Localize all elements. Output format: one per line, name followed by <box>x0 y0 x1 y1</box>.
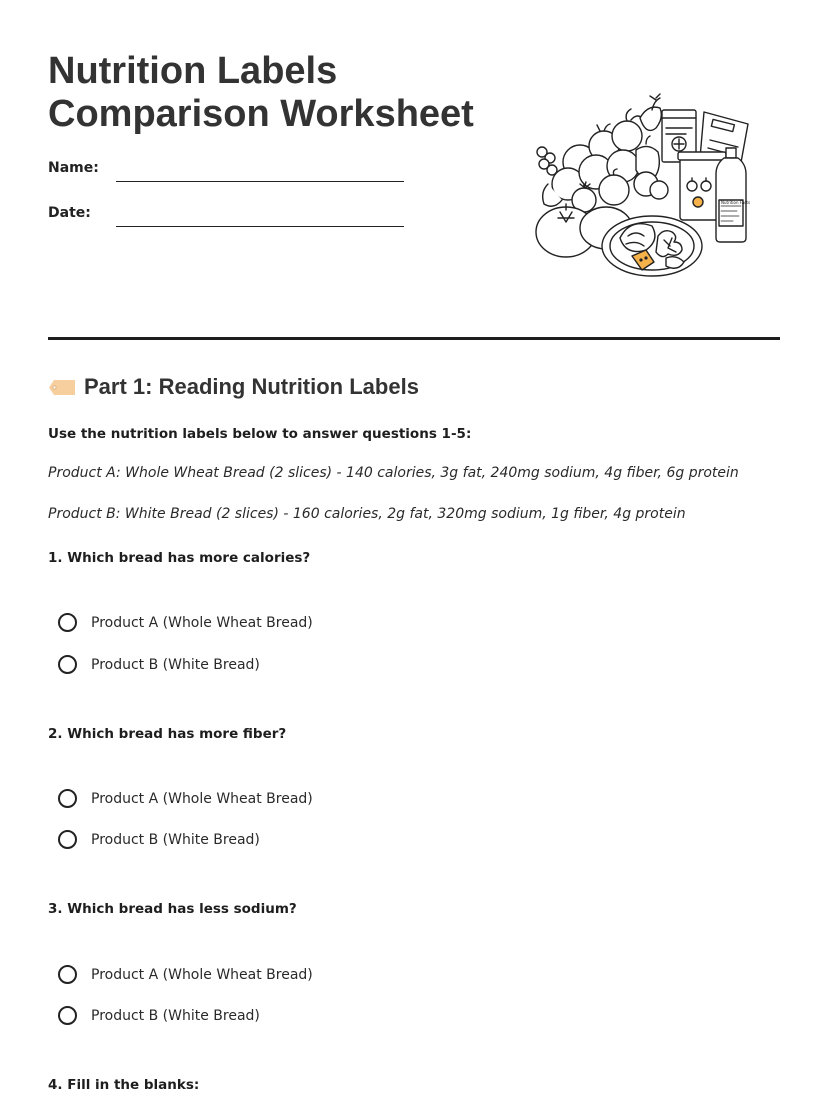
q1-option-a-radio[interactable] <box>58 613 77 632</box>
q2-option-a[interactable] <box>58 789 313 808</box>
q3-option-a[interactable] <box>58 965 313 984</box>
name-label: Name: <box>48 160 99 176</box>
q2-option-a-label: Product A (Whole Wheat Bread) <box>91 790 313 807</box>
q1-option-b-label: Product B (White Bread) <box>91 656 260 673</box>
question-1: 1. Which bread has more calories? <box>48 550 311 566</box>
section-divider <box>48 337 780 340</box>
nutrition-facts-label: Nutrition Facts <box>721 200 751 205</box>
page-title <box>48 50 474 136</box>
date-label: Date: <box>48 205 91 221</box>
question-3: 3. Which bread has less sodium? <box>48 901 297 917</box>
title-line-1: Nutrition Labels <box>48 50 338 92</box>
title-line-2: Comparison Worksheet <box>48 93 474 135</box>
q2-option-b-radio[interactable] <box>58 830 77 849</box>
q3-option-a-label: Product A (Whole Wheat Bread) <box>91 966 313 983</box>
part1-title: Part 1: Reading Nutrition Labels <box>84 374 419 399</box>
tag-icon <box>48 379 76 396</box>
product-b-description: Product B: White Bread (2 slices) - 160 calories, 2g fat, 320mg sodium, 1g fiber, 4g protein <box>48 506 686 522</box>
q1-option-a-label: Product A (Whole Wheat Bread) <box>91 614 313 631</box>
name-field[interactable] <box>116 181 404 182</box>
date-field[interactable] <box>116 226 404 227</box>
q2-option-b-label: Product B (White Bread) <box>91 831 260 848</box>
part1-heading <box>48 374 419 400</box>
product-a-description: Product A: Whole Wheat Bread (2 slices) - 140 calories, 3g fat, 240mg sodium, 4g fiber, 6g protein <box>48 465 739 481</box>
q3-option-a-radio[interactable] <box>58 965 77 984</box>
instructions-text: Use the nutrition labels below to answer questions 1-5: <box>48 426 472 442</box>
q1-option-a[interactable] <box>58 613 313 632</box>
question-2: 2. Which bread has more fiber? <box>48 726 287 742</box>
q1-option-b-radio[interactable] <box>58 655 77 674</box>
q2-option-b[interactable] <box>58 830 260 849</box>
q3-option-b[interactable] <box>58 1006 260 1025</box>
q3-option-b-label: Product B (White Bread) <box>91 1007 260 1024</box>
q3-option-b-radio[interactable] <box>58 1006 77 1025</box>
q1-option-b[interactable] <box>58 655 260 674</box>
q2-option-a-radio[interactable] <box>58 789 77 808</box>
food-illustration <box>528 88 756 284</box>
question-4: 4. Fill in the blanks: <box>48 1077 200 1093</box>
